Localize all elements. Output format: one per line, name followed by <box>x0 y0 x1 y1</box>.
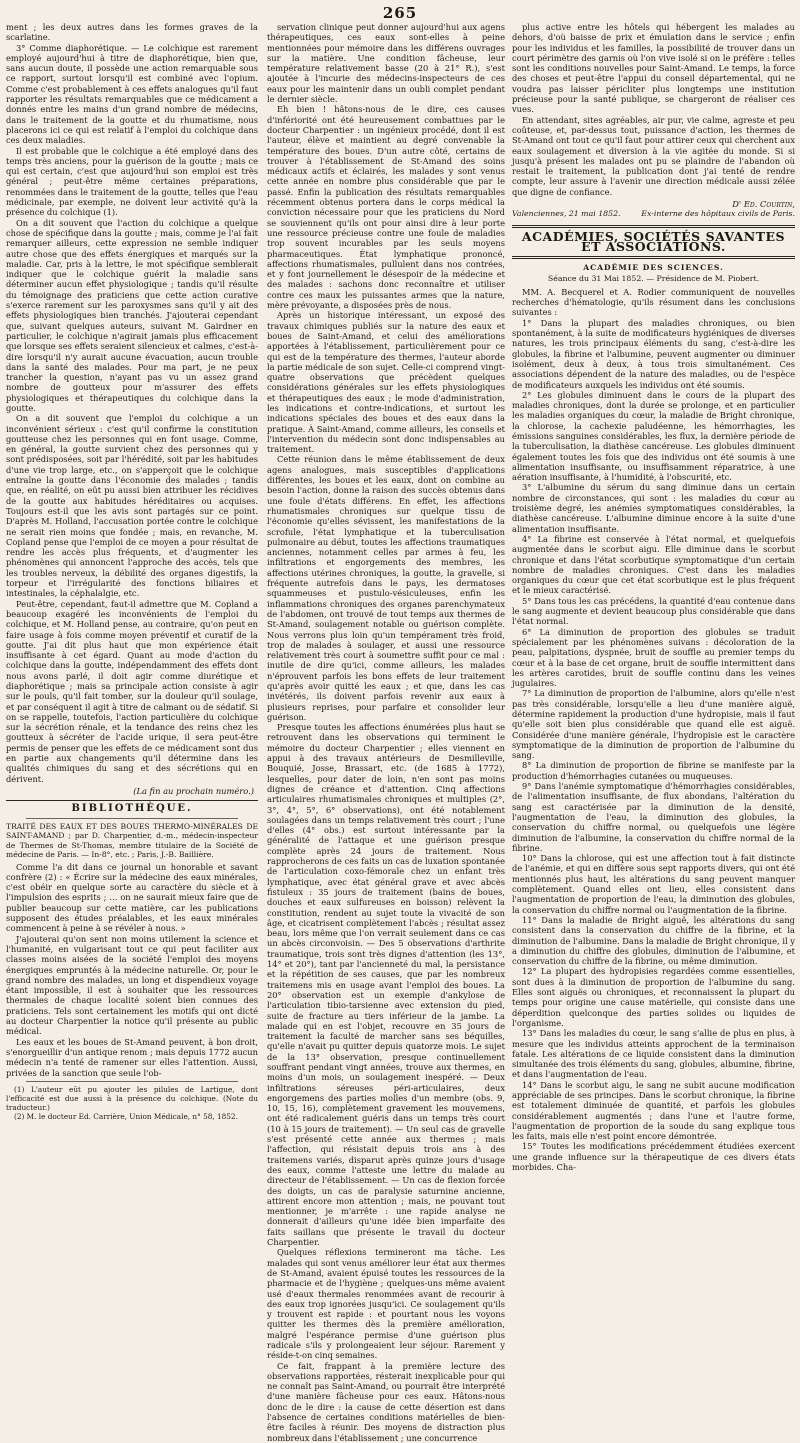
article-paragraph: Peut-être, cependant, faut-il admettre que M. Copland a beaucoup exagéré les inconvénients de l'emploi du colchique, et M. Holland pense, au contraire, qu'on peut en faire usage à fois comme moyen préventif et curatif de la goutte. J'ai dit plus haut que mon expérience était insuffisante à cet égard. Quant au mode d'action du colchique dans la goutte, indépendamment des effets dont nous avons parlé, il doit agir comme diurétique et diaphorétique ; mais sa principale action consiste à agir sur le pouls, qu'il fait tomber, sur la douleur qu'il soulage, et par conséquent il agit à titre de calmant ou de sédatif. Si on se rappelle, toutefois, l'action particulière du colchique sur la sécrétion rénale, et la tendance des reins chez les goutteux à sécréter de l'acide urique, il sera peut-être permis de penser que les effets de ce médicament sont dus en partie aux changements qu'il détermine dans les qualités chimiques du sang et des sécrétions qui en dérivent. <box>6 598 258 784</box>
conclusion-item: 11° Dans la maladie de Bright aiguë, les altérations du sang consistent dans la conservation du chiffre de la fibrine, et la diminution de l'albumine. Dans la maladie de Bright chronique, il y a diminution du chiffre des globules, diminution de l'albumine, et conservation du chiffre de la fibrine, ou même diminution. <box>512 914 795 967</box>
academy-intro: MM. A. Becquerel et A. Rodier communiquent de nouvelles recherches d'hématologie, qu'ils résument dans les conclusions suivantes : <box>512 286 795 318</box>
review-paragraph: Après un historique intéressant, un exposé des travaux chimiques publiés sur la nature des eaux et boues de Saint-Amand, et celui des améliorations apportées à l'établissement, particulièrement pour ce qui est de la température des thermes, l'auteur aborde la partie médicale de son sujet. Celle-ci comprend vingt-quatre observations que précèdent quelques considérations générales sur les effets physiologiques et thérapeutiques des eaux ; le mode d'administration, les indications et contre-indications, et surtout les indications spéciales des boues et des eaux dans la pratique. À Saint-Amand, comme ailleurs, les conseils et l'intervention du médecin sont donc indispensables au traitement. <box>267 310 505 455</box>
column-middle <box>267 22 505 1443</box>
review-paragraph: Comme l'a dit dans ce journal un honorable et savant confrère (2) : « Écrire sur la médecine des eaux minérales, c'est obéir en quelque sorte au caractère du siècle et à l'impulsion des esprits ; … on ne saurait mieux faire que de publier beaucoup sur cette matière, car les publications supposent des études préalables, et les eaux minérales commencent à peine à se révéler à nous. » <box>6 861 258 934</box>
conclusion-item: 14° Dans le scorbut aigu, le sang ne subit aucune modification appréciable de ses principes. Dans le scorbut chronique, la fibrine est totalement diminuée de quantité, et parfois les globules considérablement augmentés ; dans l'une et l'autre forme, l'augmentation de proportion de la soude du sang explique tous les faits, mais elle n'est point encore démontrée. <box>512 1079 795 1142</box>
conclusion-item: 2° Les globules diminuent dans le cours de la plupart des maladies chroniques, dont la durée se prolonge, et en particulier les maladies organiques du cœur, la maladie de Bright chronique, la chlorose, la cachexie paludéenne, les hémorrhagies, les émissions sanguines considérables, les flux, la dernière période de la tuberculisation, la diathèse cancéreuse. Les globules diminuent également toutes les fois que des individus ont été soumis à une alimentation insuffisante, ou insuffisamment réparatrice, à une aération insuffisante, à l'humidité, à l'obscurité, etc. <box>512 389 795 483</box>
conclusion-item: 8° La diminution de proportion de fibrine se manifeste par la production d'hémorrhagies cutanées ou muqueuses. <box>512 760 795 781</box>
article-paragraph: On a dit souvent que l'emploi du colchique a un inconvénient sérieux : c'est qu'il confirme la constitution goutteuse chez les personnes qui en font usage. Comme, en général, la goutte survient chez des personnes qui y sont prédisposées, soit par l'hérédité, soit par les habitudes d'une vie trop large, etc., on s'apperçoit que le colchique entraîne la goutte dans l'économie des malades ; tandis que, en réalité, on eût pu aussi bien attribuer les récidives de la goutte aux habitudes héréditaires ou acquises. Toujours est-il que les avis sont partagés sur ce point. D'après M. Holland, l'accusation portée contre le colchique ne serait rien moins que fondée ; mais, en revanche, M. Copland pense que l'emploi de ce moyen a pour résultat de rendre les accès plus fréquents, et d'augmenter les phénomènes qui annoncent l'approche des accès, tels que les troubles nerveux, la débilité des organes digestifs, la torpeur et l'irrégularité des fonctions biliaires et intestinales, la céphalalgie, etc. <box>6 413 258 599</box>
review-paragraph: Les eaux et les boues de St-Amand peuvent, à bon droit, s'enorgueillir d'un antique renom ; mais depuis 1772 aucun médecin n'a tenté de ramener sur elles l'attention. Aussi, privées de la sanction que seule l'ob- <box>6 1036 258 1078</box>
footnote: (2) M. le docteur Ed. Carrière, Union Médicale, n° 58, 1852. <box>14 1111 238 1121</box>
academy-name: ACADÉMIE DES SCIENCES. <box>583 263 724 273</box>
review-paragraph: servation clinique peut donner aujourd'hui aux agens thérapeutiques, ces eaux sont-elles à peine mentionnées pour mémoire dans les différens ouvrages sur la matière. Une condition fâcheuse, leur température relativement basse (20 à 21° R.), s'est ajoutée à l'incurie des médecins-inspecteurs de ces eaux pour les maintenir dans un oubli complet pendant le dernier siècle. <box>267 22 505 105</box>
conclusion-item: 13° Dans les maladies du cœur, le sang s'allie de plus en plus, à mesure que les individus atteints approchent de la terminaison fatale. Les altérations de ce liquide consistent dans la diminution simultanée des trois éléments du sang, globules, albumine, fibrine, et dans l'augmentation de l'eau. <box>512 1028 795 1080</box>
review-paragraph: plus active entre les hôtels qui hébergent les malades au dehors, d'où baisse de prix et émulation dans le service ; enfin pour les individus et les familles, la possibilité de trouver dans un court périmètre des garnis où l'on vive isolé si on le préfère : telles sont les conditions nouvelles pour Saint-Amand. Le temps, la force des choses et peut-être l'appui du conseil départemental, qui ne voudra pas laisser péricliter plus longtemps une institution précieuse pour la santé publique, se chargeront de réaliser ces vues. <box>512 22 795 115</box>
conclusions-list <box>512 318 795 1173</box>
footnote: (1) L'auteur eût pu ajouter les pilules de Lartigue, dont l'efficacité est due aussi à la présence du colchique. (Note du traducteur.) <box>6 1084 258 1112</box>
article-paragraph: On a dit souvent que l'action du colchique a quelque chose de spécifique dans la goutte ; mais, comme je l'ai fait remarquer ailleurs, cette expression ne semble indiquer autre chose que des effets énergiques et marqués sur la maladie. Car, pris à la lettre, le mot spécifique semblerait indiquer que le colchique guérit la maladie sans déterminer aucun effet physiologique ; tandis qu'il résulte du témoignage des praticiens que cette action curative s'exerce rarement sur les paroxysmes sans qu'il y ait des effets physiologiques bien tranchés. J'ajouterai cependant que, suivant quelques auteurs, suivant M. Gairdner en particulier, le colchique n'agirait jamais plus efficacement que lorsque ses effets seraient silencieux et calmes, c'est-à-dire lorsqu'il n'y aurait aucune évacuation, aucun trouble dans la santé des malades. Pour ma part, je ne peux trancher la question, n'ayant pas vu un assez grand nombre de goutteux pour m'assurer des effets physiologiques et thérapeutiques du colchique dans la goutte. <box>6 217 258 413</box>
conclusion-item: 9° Dans l'anémie symptomatique d'hémorrhagies considérables, de l'alimentation insuffisante, de flux abondans, l'altération du sang est caractérisée par la diminution de la densité, l'augmentation de l'eau, la diminution des globules, la conservation du chiffre normal, ou quelquefois une légère diminution de l'albumine, la conservation du chiffre normal de la fibrine. <box>512 781 795 853</box>
divider <box>26 818 238 819</box>
page-number: 265 <box>382 4 418 22</box>
conclusion-item: 15° Toutes les modifications précédemment étudiées exercent une grande influence sur la thérapeutique de ces divers états morbides. Cha- <box>512 1141 795 1173</box>
review-paragraph: Ce fait, frappant à la première lecture des observations rapportées, résterait inexplicable pour qui ne connaît pas Saint-Amand, ou pourrait être interprété d'une manière fâcheuse pour ces eaux. Hâtons-nous donc de le dire : la cause de cette désertion est dans l'absence de certaines conditions matérielles de bien-être faciles à réunir. Des moyens de distraction plus nombreux dans l'établissement ; une concurrence <box>267 1360 505 1443</box>
signature-title: Ex-interne des hôpitaux civils de Paris. <box>641 209 795 219</box>
article-paragraph: 3° Comme diaphorétique. — Le colchique est rarement employé aujourd'hui à titre de diaphorétique, bien que, sans aucun doute, il possède une action remarquable sous ce rapport, surtout lorsqu'il est combiné avec l'opium. Comme c'est probablement à ces effets analogues qu'il faut rapporter les résultats remarquables que ce médicament a donnés entre les mains d'un grand nombre de médecins, dans le traitement de la goutte et du rhumatisme, nous placerons ici ce qui est relatif à l'emploi du colchique dans ces deux maladies. <box>6 42 258 146</box>
review-paragraph: Eh bien ! hâtons-nous de le dire, ces causes d'infériorité ont été heureusement combattues par le docteur Charpentier : un ingénieux procédé, dont il est l'auteur, élève et maintient au degré convenable la température des boues. D'un autre côté, certains de trouver à l'établissement de St-Amand des soins médicaux actifs et éclairés, les malades y sont venus cette année en nombre plus considérable que par le passé. Enfin la publication des résultats remarquables récemment obtenus portera dans le corps médical la conviction nécessaire pour que les praticiens du Nord se souviennent qu'ils ont pour ainsi dire à leur porte une ressource précieuse contre une foule de maladies trop souvent incurables par les seuls moyens pharmaceutiques. État lymphatique prononcé, affections rhumatismales, pullulent dans nos contrées, et y font journellement le désespoir de la médecine et des malades : sachons donc reconnaître et utiliser contre ces maux les puissantes armes que la nature, mère prévoyante, a disposées près de nous. <box>267 104 505 311</box>
review-paragraph: J'ajouterai qu'on sent non moins utilement la science et l'humanité, en vulgarisant tout ce qui peut faciliter aux classes moins aisées de la société l'emploi des moyens énergiques empruntés à la médecine naturelle. Or, pour le grand nombre des malades, un long et dispendieux voyage étant impossible, il est à souhaiter que les ressources thermales de chaque localité soient bien connues des praticiens. Tels sont certainement les motifs qui ont dicté au docteur Charpentier la notice qu'il présente au public médical. <box>6 933 258 1037</box>
conclusion-item: 4° La fibrine est conservée à l'état normal, et quelquefois augmentée dans le scorbut aigu. Elle diminue dans le scorbut chronique et dans l'état scorbutique symptomatique d'un certain nombre de maladies chroniques. C'est dans les maladies organiques du cœur que cet état scorbutique est le plus fréquent et le mieux caractérisé. <box>512 533 795 596</box>
conclusion-item: 1° Dans la plupart des maladies chroniques, ou bien spontanément, à la suite de modificateurs hygiéniques de diverses natures, les trois principaux éléments du sang, c'est-à-dire les globules, la fibrine et l'albumine, peuvent augmenter ou diminuer isolément, deux à deux, à tous trois simultanément. Ces associations dépendent de la nature des maladies, ou de l'espèce de modificateurs auxquels les individus ont été soumis. <box>512 317 795 390</box>
column-left <box>6 22 258 1124</box>
conclusion-item: 12° La plupart des hydropisies regardées comme essentielles, sont dues à la diminution de proportion de l'albumine du sang. Elles sont aiguës ou chroniques, et reconnaissent la plupart du temps pour origine une cause matérielle, qui consiste dans une déperdition quelconque des parties solides ou liquides de l'organisme. <box>512 966 795 1028</box>
conclusion-item: 6° La diminution de proportion des globules se traduit spécialement par les phénomènes suivans : décoloration de la peau, palpitations, dyspnée, bruit de souffle au premier temps du cœur et à la base de cet organe, bruit de souffle intermittent dans les artères carotides, bruit de souffle continu dans les veines jugulaires. <box>512 626 795 689</box>
bibliography-title: BIBLIOTHÈQUE. <box>71 803 193 815</box>
article-paragraph: ment ; les deux autres dans les formes graves de la scarlatine. <box>6 22 258 43</box>
footnotes <box>6 1085 258 1121</box>
article-paragraph: Il est probable que le colchique a été employé dans des temps très anciens, pour la guérison de la goutte ; mais ce qui est certain, c'est que aujourd'hui son emploi est très général ; peut-être même certaines préparations, renommées dans le traitement de la goutte, telles que l'eau médicinale, par exemple, ne doivent leur activité qu'à la présence du colchique (1). <box>6 145 258 218</box>
academy-meeting: Séance du 31 Mai 1852. — Présidence de M. Piobert. <box>547 273 760 283</box>
signature-name: D' Ed. Courtin, <box>732 199 795 210</box>
conclusion-item: 7° La diminution de proportion de l'albumine, alors qu'elle n'est pas très considérable, lorsqu'elle a lieu d'une manière aiguë, détermine rapidement la production d'une hydropisie, mais il faut qu'elle soit bien plus considérable que quand elle est aiguë. Considérée d'une manière générale, l'hydropisie est le caractère symptomatique de la diminution de proportion de l'albumine du sang. <box>512 688 795 761</box>
review-paragraph: En attendant, sites agréables, air pur, vie calme, agreste et peu coûteuse, et, par-dessus tout, puissance d'action, les thermes de St-Amand ont tout ce qu'il faut pour attirer ceux qui cherchent aux eaux soulagement et diversion à la vie agitée du monde. Si si jusqu'à présent les malades ont pu se plaindre de l'abandon où restait le traitement, la publication dont j'ai tenté de rendre compte, leur assure à l'avenir une direction médicale aussi zélée que digne de confiance. <box>512 114 795 197</box>
signature-place-date: Valenciennes, 21 mai 1852. <box>512 209 621 219</box>
conclusion-item: 5° Dans tous les cas précédens, la quantité d'eau contenue dans le sang augmente et devient beaucoup plus considérable que dans l'état normal. <box>512 595 795 627</box>
column-right <box>512 22 795 1173</box>
signature-block <box>512 199 795 220</box>
colchique-article <box>6 22 258 784</box>
book-review <box>6 862 258 1078</box>
footnote-divider <box>26 1081 238 1082</box>
book-review-continued <box>267 22 505 1443</box>
review-paragraph: Cette réunion dans le même établissement de deux agens analogues, mais susceptibles d'applications différentes, les boues et les eaux, dont on combine au besoin l'action, donne la raison des succès obtenus dans une foule d'états différens. En effet, les affections rhumatismales chroniques sur quelque tissu de l'économie qu'elles sévissent, les manifestations de la scrofule, l'état lymphatique et la tuberculisation pulmonaire au début, toutes les affections traumatiques anciennes, notamment celles par armes à feu, les infiltrations et engorgements des membres, les affections utérines chroniques, la goutte, la gravelle, si fréquente autrefois dans le pays, les dermatoses squammeuses et pustulo-vésiculeuses, enfin les inflammations chroniques des organes parenchymateux de l'abdomen, ont trouvé de tout temps aux thermes de St-Amand, soulagement notable ou guérison complète. Nous verrons plus loin qu'un tempérament très froid, trop de malades à soulager, et aussi une ressource relativement très court à soumettre suffit pour ce mal : inutile de dire qu'ici, comme ailleurs, les malades n'éprouvent parfois les bons effets de leur traitement qu'après avoir quitté les eaux ; et que, dans les cas invétérés, ils doivent parfois revenir aux eaux à plusieurs reprises, pour parfaire et consolider leur guérison. <box>267 454 505 722</box>
continued-note: (La fin au prochain numéro.) <box>133 785 254 796</box>
review-paragraph: Quelques réflexions termineront ma tâche. Les malades qui sont venus améliorer leur état aux thermes de St-Amand, avaient épuisé toutes les ressources de la pharmacie et de l'hygiène ; quelques-uns même avaient usé d'eaux thermales renommées avant de recourir à des eaux trop ignorées jusqu'ici. Ce soulagement qu'ils y trouvent est rapide : et pourtant nous les voyons quitter les thermes dès la première amélioration, malgré l'espérance permise d'une guérison plus radicale s'ils y prolongeaient leur séjour. Rarement y réside-t-on cinq semaines. <box>267 1247 505 1361</box>
academies-section-banner: ACADÉMIES, SOCIÉTÉS SAVANTES ET ASSOCIATIONS. <box>512 225 795 260</box>
conclusion-item: 10° Dans la chlorose, qui est une affection tout à fait distincte de l'anémie, et qui en diffère sous sept rapports divers, qui ont été mentionnés plus haut, les altérations du sang peuvent manquer complètement. Quand elles ont lieu, elles consistent dans l'augmentation de proportion de l'eau, la diminution des globules, la conservation du chiffre normal ou l'augmentation de la fibrine. <box>512 853 795 915</box>
divider <box>6 800 258 801</box>
book-reference: TRAITÉ DES EAUX ET DES BOUES THERMO-MINÉRALES DE SAINT-AMAND ; par D. Charpentier, d.-m., médecin-inspecteur de Thermes de St-Thomas, membre titulaire de la Société de médecine de Paris. — In-8°, etc. ; Paris, J.-B. Baillière. <box>6 821 258 860</box>
book-review-end <box>512 22 795 197</box>
conclusion-item: 3° L'albumine du sérum du sang diminue dans un certain nombre de circonstances, qui sont : les maladies du cœur au troisième degré, les anémies symptomatiques considérables, la diathèse cancéreuse. L'albumine diminue encore à la suite d'une alimentation insuffisante. <box>512 482 795 534</box>
review-paragraph: Presque toutes les affections énumérées plus haut se retrouvent dans les observations qui terminent le mémoire du docteur Charpentier ; elles viennent en appui à des travaux antérieurs de Desmilleville, Bouquié, Josse, Brassart, etc. (de 1685 à 1772), lesquelles, pour dater de loin, n'en sont pas moins dignes de créance et d'attention. Cinq affections articulaires rhumatismales chroniques et multiples (2°, 3°, 4°, 5°, 6° observations), ont été notablement soulagées dans un temps relativement très court ; l'une d'elles (4° obs.) est surtout intéressante par la généralité de l'attaque et une guérison presque complète après 24 jours de traitement. Nous rapprocherons de ces faits un cas de luxation spontanée de l'articulation coxo-fémorale chez un enfant très lymphatique, avec état général grave et avec abcès fistuleux : 35 jours de traitement (bains de boues, douches et eaux sulfureuses en boisson) relèvent la constitution, rendent au sujet toute la vivacité de son âge, et cicatrisent complètement l'abcès ; résultat assez beau, lors même que l'on verrait seulement dans ce cas un abcès circonvoisin. — Des 5 observations d'arthrite traumatique, trois sont très dignes d'attention (les 13°, 14° et 20°), tant par l'ancienneté du mal, la persistance et la répétition de ses causes, que par les nombreux traitemens mis en usage avant l'emploi des boues. La 20° observation est un exemple d'ankylose de l'articulation tibio-tarsienne avec extension du pied, suite de fracture au tiers inférieur de la jambe. La malade qui en est l'objet, recouvre en 35 jours de traitement la faculté de marcher sans ses béquilles, qu'elle n'avait pu quitter depuis quatorze mois. Le sujet de la 13° observation, presque continuellement souffrant pendant vingt années, trouve aux thermes, en moins d'un mois, un soulagement inespéré. — Deux infiltrations séreuses péri-articulaires, deux engorgemens des parties molles d'un membre (obs. 9, 10, 15, 16), complètement gravement les mouvemens, ont été radicalement guéris dans un temps très court (10 à 15 jours de traitement). — Un seul cas de gravelle s'est présenté cette année aux thermes ; mais l'affection, qui résistait depuis trois ans à des traitemens variés, disparut après quinze jours d'usage des eaux, comme l'atteste une lettre du malade au directeur de l'établissement. — Un cas de flexion forcée des doigts, un cas de paralysie saturnine ancienne, attirent encore mon attention ; mais, ne pouvant tout mentionner, je m'arrête : une rapide analyse ne donnerait d'ailleurs qu'une idée bien imparfaite des faits saillans que présente le travail du docteur Charpentier. <box>267 722 505 1248</box>
